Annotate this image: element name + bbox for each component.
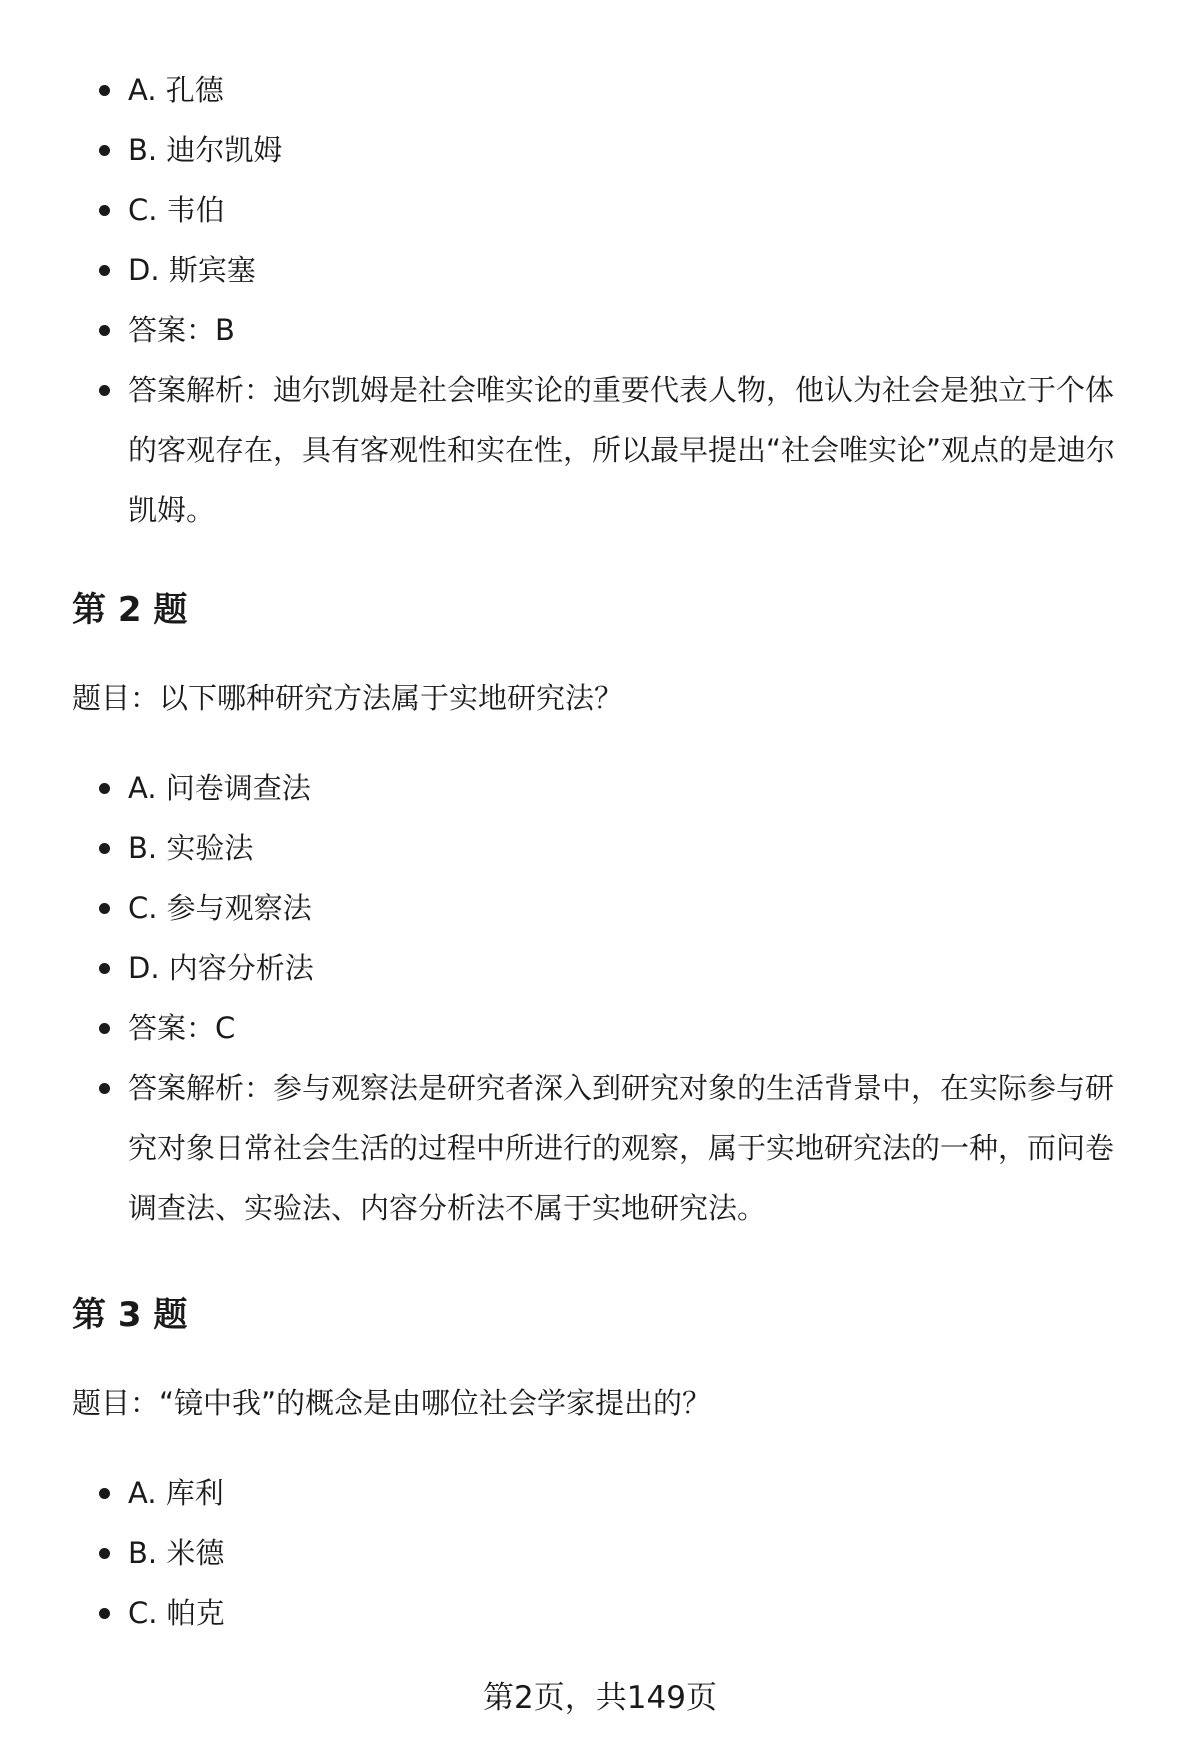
- q1-explanation: 答案解析：迪尔凯姆是社会唯实论的重要代表人物，他认为社会是独立于个体的客观存在，具有客观性和实在性，所以最早提出“社会唯实论”观点的是迪尔凯姆。: [72, 360, 1142, 540]
- q2-option-d: D. 内容分析法: [72, 938, 1142, 998]
- q2-question: 题目：以下哪种研究方法属于实地研究法？: [72, 681, 624, 715]
- q3-question: 题目：“镜中我”的概念是由哪位社会学家提出的？: [72, 1386, 712, 1420]
- q1-option-b: B. 迪尔凯姆: [72, 120, 1142, 180]
- q2-heading: 第 2 题: [72, 590, 188, 630]
- q2-option-a: A. 问卷调查法: [72, 758, 1142, 818]
- q1-option-d: D. 斯宾塞: [72, 240, 1142, 300]
- q3-heading: 第 3 题: [72, 1295, 188, 1335]
- q3-option-b: B. 米德: [72, 1523, 1142, 1583]
- q2-explanation: 答案解析：参与观察法是研究者深入到研究对象的生活背景中，在实际参与研究对象日常社会生活的过程中所进行的观察，属于实地研究法的一种，而问卷调查法、实验法、内容分析法不属于实地研究法。: [72, 1058, 1142, 1238]
- document-body: [72, 60, 1142, 1630]
- q2-option-list: [72, 758, 1142, 1238]
- q1-option-c: C. 韦伯: [72, 180, 1142, 240]
- q3-option-c: C. 帕克: [72, 1583, 1142, 1643]
- page-number-footer: 第2页，共149页: [483, 1680, 717, 1716]
- q1-option-a: A. 孔德: [72, 60, 1142, 120]
- q2-option-b: B. 实验法: [72, 818, 1142, 878]
- q2-option-c: C. 参与观察法: [72, 878, 1142, 938]
- q1-option-list: [72, 60, 1142, 540]
- q2-answer: 答案：C: [72, 998, 1142, 1058]
- question-3-section: [72, 1285, 1142, 1643]
- q3-option-a: A. 库利: [72, 1463, 1142, 1523]
- q1-answer: 答案：B: [72, 300, 1142, 360]
- question-2-section: [72, 580, 1142, 1238]
- q3-option-list: [72, 1463, 1142, 1643]
